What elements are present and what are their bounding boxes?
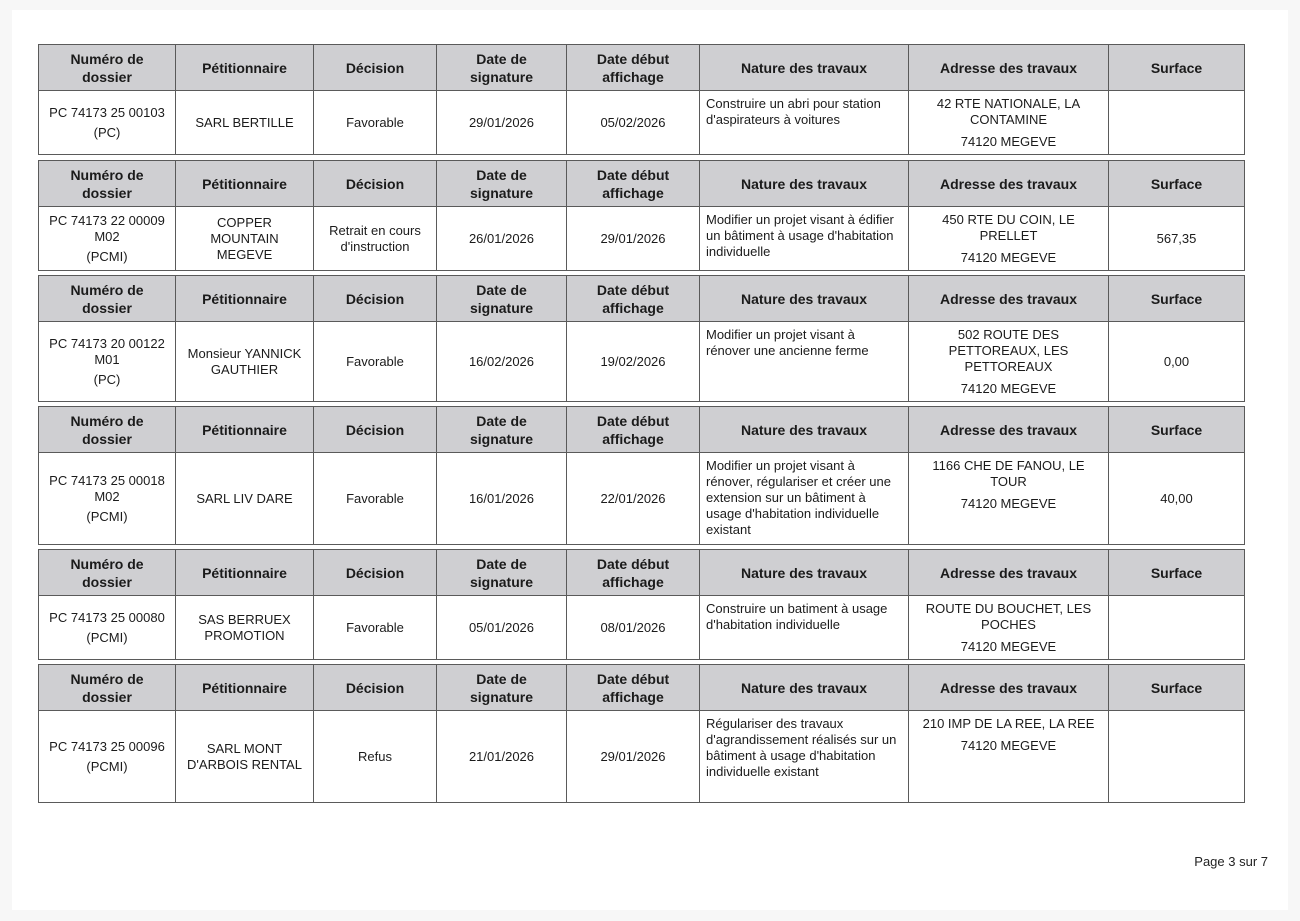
adresse-city: 74120 MEGEVE — [960, 250, 1057, 265]
adresse-street: ROUTE DU BOUCHET, LES POCHES — [925, 601, 1092, 632]
header-surface: Surface — [1109, 665, 1245, 711]
header-decision: Décision — [314, 665, 437, 711]
dossier-number: PC 74173 25 00096 — [49, 738, 165, 754]
decision-cell: Favorable — [314, 596, 437, 660]
header-nature: Nature des travaux — [700, 665, 909, 711]
adresse-street: 210 IMP DE LA REE, LA REE — [922, 716, 1095, 731]
dossier-type: (PCMI) — [86, 248, 128, 264]
dossier-cell — [39, 91, 176, 155]
adresse-street: 450 RTE DU COIN, LE PRELLET — [942, 212, 1075, 243]
header-date-signature: Date de signature — [437, 161, 567, 207]
petitionnaire-cell: SARL BERTILLE — [176, 91, 314, 155]
date-affichage-cell: 19/02/2026 — [567, 322, 700, 402]
header-numero: Numéro de dossier — [39, 407, 176, 453]
adresse-city: 74120 MEGEVE — [960, 381, 1057, 396]
header-surface: Surface — [1109, 550, 1245, 596]
nature-cell: Modifier un projet visant à rénover, régulariser et créer une extension sur un bâtiment à usage d'habitation individuelle existant — [700, 453, 909, 545]
date-signature-cell: 16/02/2026 — [437, 322, 567, 402]
petitionnaire-cell: COPPER MOUNTAIN MEGEVE — [176, 207, 314, 271]
adresse-cell — [909, 207, 1109, 271]
record-table — [38, 160, 1245, 271]
header-petitionnaire: Pétitionnaire — [176, 161, 314, 207]
dossier-cell — [39, 207, 176, 271]
decision-cell: Refus — [314, 711, 437, 803]
dossier-cell — [39, 322, 176, 402]
header-adresse: Adresse des travaux — [909, 45, 1109, 91]
header-adresse: Adresse des travaux — [909, 407, 1109, 453]
header-petitionnaire: Pétitionnaire — [176, 45, 314, 91]
dossier-number: PC 74173 22 00009 M02 — [49, 212, 165, 244]
table-row — [39, 91, 1245, 155]
surface-cell: 0,00 — [1109, 322, 1245, 402]
header-surface: Surface — [1109, 161, 1245, 207]
decision-cell: Favorable — [314, 322, 437, 402]
header-adresse: Adresse des travaux — [909, 550, 1109, 596]
surface-cell: 40,00 — [1109, 453, 1245, 545]
adresse-city: 74120 MEGEVE — [960, 134, 1057, 149]
nature-cell: Régulariser des travaux d'agrandissement réalisés sur un bâtiment à usage d'habitation individuelle existant — [700, 711, 909, 803]
header-row — [39, 45, 1245, 91]
header-decision: Décision — [314, 407, 437, 453]
decision-cell: Favorable — [314, 91, 437, 155]
header-adresse: Adresse des travaux — [909, 276, 1109, 322]
header-surface: Surface — [1109, 45, 1245, 91]
header-surface: Surface — [1109, 407, 1245, 453]
header-date-signature: Date de signature — [437, 665, 567, 711]
header-date-affichage: Date début affichage — [567, 276, 700, 322]
header-petitionnaire: Pétitionnaire — [176, 276, 314, 322]
header-petitionnaire: Pétitionnaire — [176, 407, 314, 453]
date-affichage-cell: 29/01/2026 — [567, 711, 700, 803]
petitionnaire-cell: SARL LIV DARE — [176, 453, 314, 545]
header-adresse: Adresse des travaux — [909, 161, 1109, 207]
date-affichage-cell: 08/01/2026 — [567, 596, 700, 660]
dossier-cell — [39, 711, 176, 803]
dossier-type: (PCMI) — [86, 758, 128, 774]
adresse-street: 1166 CHE DE FANOU, LE TOUR — [932, 458, 1085, 489]
adresse-cell — [909, 91, 1109, 155]
header-decision: Décision — [314, 276, 437, 322]
dossier-type: (PCMI) — [86, 629, 128, 645]
dossier-number: PC 74173 25 00080 — [49, 609, 165, 625]
petitionnaire-cell: SAS BERRUEX PROMOTION — [176, 596, 314, 660]
header-nature: Nature des travaux — [700, 407, 909, 453]
date-signature-cell: 05/01/2026 — [437, 596, 567, 660]
dossier-type: (PC) — [93, 371, 121, 387]
petitionnaire-cell: Monsieur YANNICK GAUTHIER — [176, 322, 314, 402]
date-signature-cell: 29/01/2026 — [437, 91, 567, 155]
header-row — [39, 161, 1245, 207]
date-signature-cell: 26/01/2026 — [437, 207, 567, 271]
dossier-type: (PC) — [93, 124, 121, 140]
dossier-number: PC 74173 25 00103 — [49, 104, 165, 120]
header-decision: Décision — [314, 161, 437, 207]
table-row — [39, 711, 1245, 803]
header-petitionnaire: Pétitionnaire — [176, 665, 314, 711]
header-numero: Numéro de dossier — [39, 45, 176, 91]
header-surface: Surface — [1109, 276, 1245, 322]
header-nature: Nature des travaux — [700, 45, 909, 91]
decision-cell: Retrait en cours d'instruction — [314, 207, 437, 271]
header-date-signature: Date de signature — [437, 407, 567, 453]
nature-cell: Construire un abri pour station d'aspirateurs à voitures — [700, 91, 909, 155]
surface-cell — [1109, 91, 1245, 155]
table-row — [39, 596, 1245, 660]
header-petitionnaire: Pétitionnaire — [176, 550, 314, 596]
surface-cell — [1109, 596, 1245, 660]
header-decision: Décision — [314, 550, 437, 596]
header-date-affichage: Date début affichage — [567, 407, 700, 453]
nature-cell: Modifier un projet visant à édifier un bâtiment à usage d'habitation individuelle — [700, 207, 909, 271]
petitionnaire-cell: SARL MONT D'ARBOIS RENTAL — [176, 711, 314, 803]
header-nature: Nature des travaux — [700, 550, 909, 596]
adresse-cell — [909, 453, 1109, 545]
record-table — [38, 549, 1245, 660]
header-date-affichage: Date début affichage — [567, 665, 700, 711]
header-adresse: Adresse des travaux — [909, 665, 1109, 711]
header-date-signature: Date de signature — [437, 45, 567, 91]
header-numero: Numéro de dossier — [39, 665, 176, 711]
header-decision: Décision — [314, 45, 437, 91]
adresse-cell — [909, 596, 1109, 660]
table-row — [39, 207, 1245, 271]
header-row — [39, 665, 1245, 711]
record-table — [38, 44, 1245, 155]
header-numero: Numéro de dossier — [39, 550, 176, 596]
surface-cell — [1109, 711, 1245, 803]
adresse-cell — [909, 711, 1109, 803]
header-date-affichage: Date début affichage — [567, 161, 700, 207]
dossier-number: PC 74173 20 00122 M01 — [49, 335, 165, 367]
header-date-affichage: Date début affichage — [567, 550, 700, 596]
header-date-signature: Date de signature — [437, 550, 567, 596]
record-table — [38, 406, 1245, 545]
date-signature-cell: 16/01/2026 — [437, 453, 567, 545]
nature-cell: Construire un batiment à usage d'habitation individuelle — [700, 596, 909, 660]
header-date-signature: Date de signature — [437, 276, 567, 322]
table-row — [39, 322, 1245, 402]
nature-cell: Modifier un projet visant à rénover une ancienne ferme — [700, 322, 909, 402]
header-nature: Nature des travaux — [700, 161, 909, 207]
header-date-affichage: Date début affichage — [567, 45, 700, 91]
record-table — [38, 275, 1245, 402]
header-numero: Numéro de dossier — [39, 276, 176, 322]
date-signature-cell: 21/01/2026 — [437, 711, 567, 803]
header-row — [39, 550, 1245, 596]
decision-cell: Favorable — [314, 453, 437, 545]
date-affichage-cell: 29/01/2026 — [567, 207, 700, 271]
adresse-street: 42 RTE NATIONALE, LA CONTAMINE — [936, 96, 1081, 127]
surface-cell: 567,35 — [1109, 207, 1245, 271]
date-affichage-cell: 22/01/2026 — [567, 453, 700, 545]
adresse-city: 74120 MEGEVE — [960, 738, 1057, 753]
page-number: Page 3 sur 7 — [1194, 854, 1268, 869]
adresse-cell — [909, 322, 1109, 402]
adresse-city: 74120 MEGEVE — [960, 639, 1057, 654]
table-row — [39, 453, 1245, 545]
adresse-city: 74120 MEGEVE — [960, 496, 1057, 511]
record-table — [38, 664, 1245, 803]
header-row — [39, 407, 1245, 453]
header-numero: Numéro de dossier — [39, 161, 176, 207]
dossier-number: PC 74173 25 00018 M02 — [49, 472, 165, 504]
dossier-cell — [39, 596, 176, 660]
header-row — [39, 276, 1245, 322]
dossier-type: (PCMI) — [86, 508, 128, 524]
dossier-cell — [39, 453, 176, 545]
date-affichage-cell: 05/02/2026 — [567, 91, 700, 155]
header-nature: Nature des travaux — [700, 276, 909, 322]
adresse-street: 502 ROUTE DES PETTOREAUX, LES PETTOREAUX — [948, 327, 1069, 374]
